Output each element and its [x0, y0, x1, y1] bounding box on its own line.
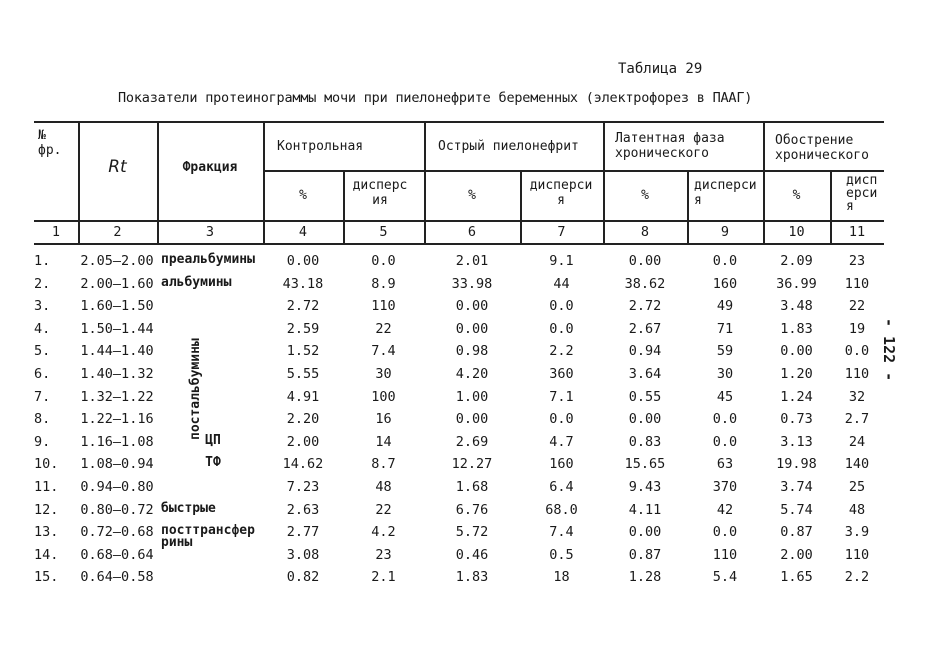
rt-range: 0.64–0.58 — [80, 569, 154, 586]
value-cell: 19.98 — [776, 456, 817, 473]
value-cell: 110 — [844, 366, 870, 382]
column-number: 6 — [467, 224, 477, 240]
rt-range: 0.72–0.68 — [80, 524, 154, 541]
value-cell: 0.0 — [549, 320, 574, 337]
value-cell: 0.98 — [455, 343, 489, 360]
value-cell: 1.52 — [286, 343, 320, 360]
rt-range: 1.08–0.94 — [80, 456, 154, 473]
header-pct-4: % — [792, 188, 801, 203]
value-cell: 12.27 — [451, 456, 493, 473]
fraction-number: 2. — [34, 275, 51, 292]
value-cell: 0.0 — [549, 411, 574, 428]
value-cell: 360 — [549, 366, 574, 382]
fraction-number: 5. — [34, 343, 51, 360]
value-cell: 22 — [375, 501, 392, 518]
value-cell: 8.7 — [371, 456, 396, 473]
value-cell: 3.08 — [286, 546, 320, 563]
value-cell: 44 — [553, 275, 570, 292]
value-cell: 4.2 — [371, 524, 396, 541]
fraction-number: 12. — [34, 501, 59, 518]
rt-range: 0.80–0.72 — [80, 501, 154, 518]
fraction-name: преальбумины — [161, 252, 255, 267]
value-cell: 2.7 — [844, 411, 870, 428]
value-cell: 22 — [848, 298, 866, 315]
fraction-number: 4. — [34, 320, 51, 337]
value-cell: 4.11 — [628, 501, 662, 518]
column-number: 9 — [720, 224, 730, 240]
column-number: 3 — [205, 224, 215, 240]
value-cell: 30 — [375, 366, 392, 382]
header-pct-1: % — [299, 188, 307, 203]
value-cell: 3.64 — [628, 366, 662, 382]
value-cell: 43.18 — [282, 275, 324, 292]
value-cell: 16 — [375, 411, 392, 428]
value-cell: 2.77 — [286, 524, 320, 541]
value-cell: 5.55 — [286, 366, 320, 382]
value-cell: 0.00 — [628, 411, 662, 428]
value-cell: 0.87 — [780, 524, 813, 541]
value-cell: 3.9 — [844, 524, 870, 541]
value-cell: 1.83 — [780, 320, 813, 337]
value-cell: 4.7 — [549, 433, 574, 450]
column-number: 4 — [298, 224, 308, 240]
header-pct-2: % — [468, 188, 476, 203]
value-cell: 0.00 — [286, 253, 320, 269]
column-number: 10 — [788, 224, 805, 240]
fraction-number: 7. — [34, 388, 51, 405]
rt-range: 1.60–1.50 — [80, 298, 154, 315]
value-cell: 0.0 — [712, 433, 738, 450]
value-cell: 0.0 — [549, 298, 574, 315]
value-cell: 4.20 — [455, 366, 489, 382]
value-cell: 23 — [375, 546, 392, 563]
value-cell: 63 — [716, 456, 734, 473]
fraction-number: 1. — [34, 253, 51, 269]
value-cell: 0.55 — [628, 388, 662, 405]
fraction-name: посттрансферрины — [161, 523, 255, 551]
value-cell: 48 — [375, 479, 392, 495]
column-number: 11 — [848, 224, 866, 240]
value-cell: 0.00 — [628, 524, 662, 541]
rt-range: 2.05–2.00 — [80, 253, 154, 269]
fraction-number: 8. — [34, 411, 51, 428]
column-number: 1 — [51, 224, 61, 240]
value-cell: 2.2 — [844, 569, 870, 586]
header-rt: Rt — [108, 157, 127, 177]
header-group-acute: Острый пиелонефрит — [438, 139, 579, 154]
value-cell: 0.82 — [286, 569, 320, 586]
value-cell: 1.83 — [455, 569, 489, 586]
value-cell: 42 — [716, 501, 734, 518]
rt-range: 1.44–1.40 — [80, 343, 154, 360]
value-cell: 110 — [371, 298, 396, 315]
value-cell: 3.74 — [780, 479, 813, 495]
value-cell: 2.00 — [286, 433, 320, 450]
value-cell: 9.43 — [628, 479, 662, 495]
value-cell: 68.0 — [545, 501, 578, 518]
value-cell: 0.0 — [371, 253, 396, 269]
header-pct-3: % — [641, 188, 649, 203]
value-cell: 370 — [712, 479, 738, 495]
value-cell: 100 — [371, 388, 396, 405]
header-group-latent: Латентная фаза хронического — [615, 131, 725, 161]
rt-range: 1.40–1.32 — [80, 366, 154, 382]
fraction-number: 15. — [34, 569, 59, 586]
value-cell: 59 — [716, 343, 734, 360]
fraction-name: альбумины — [161, 274, 232, 290]
value-cell: 23 — [848, 253, 866, 269]
table-title: Показатели протеинограммы мочи при пиелонефрите беременных (электрофорез в ПААГ) — [118, 90, 753, 106]
value-cell: 5.72 — [455, 524, 489, 541]
value-cell: 49 — [716, 298, 734, 315]
value-cell: 0.00 — [628, 253, 662, 269]
fraction-name: быстрые — [161, 500, 216, 516]
value-cell: 0.87 — [628, 546, 662, 563]
rt-range: 0.94–0.80 — [80, 479, 154, 495]
value-cell: 110 — [844, 275, 870, 292]
table-label: Таблица 29 — [618, 61, 703, 77]
value-cell: 45 — [716, 388, 734, 405]
fraction-number: 9. — [34, 433, 51, 450]
value-cell: 30 — [716, 366, 734, 382]
value-cell: 0.0 — [712, 411, 738, 428]
column-number: 7 — [557, 224, 566, 240]
header-disp-1: дисперсия — [352, 178, 408, 208]
value-cell: 5.74 — [780, 501, 813, 518]
value-cell: 6.76 — [455, 501, 489, 518]
value-cell: 2.20 — [286, 411, 320, 428]
value-cell: 0.00 — [455, 298, 489, 315]
value-cell: 18 — [553, 569, 570, 586]
value-cell: 9.1 — [549, 253, 574, 269]
value-cell: 0.83 — [628, 433, 662, 450]
rt-range: 1.22–1.16 — [80, 411, 154, 428]
value-cell: 0.0 — [844, 343, 870, 360]
value-cell: 0.0 — [712, 524, 738, 541]
value-cell: 0.00 — [455, 320, 489, 337]
value-cell: 1.65 — [780, 569, 813, 586]
fraction-number: 13. — [34, 524, 59, 541]
header-disp-3: дисперсия — [694, 178, 757, 208]
value-cell: 8.9 — [371, 275, 396, 292]
value-cell: 24 — [848, 433, 866, 450]
value-cell: 2.00 — [780, 546, 813, 563]
fraction-number: 6. — [34, 366, 51, 382]
value-cell: 0.73 — [780, 411, 813, 428]
value-cell: 22 — [375, 320, 392, 337]
value-cell: 4.91 — [286, 388, 320, 405]
header-group-control: Контрольная — [277, 139, 364, 154]
rt-range: 1.50–1.44 — [80, 320, 154, 337]
value-cell: 2.2 — [549, 343, 574, 360]
value-cell: 0.46 — [455, 546, 489, 563]
value-cell: 2.09 — [780, 253, 813, 269]
header-disp-4: дисперсия — [846, 173, 878, 214]
value-cell: 5.4 — [712, 569, 738, 586]
rt-range: 0.68–0.64 — [80, 546, 154, 563]
value-cell: 2.1 — [371, 569, 396, 586]
rt-range: 2.00–1.60 — [80, 275, 154, 292]
value-cell: 7.4 — [549, 524, 574, 541]
value-cell: 1.00 — [455, 388, 489, 405]
header-disp-2: дисперсия — [529, 178, 593, 208]
value-cell: 160 — [712, 275, 738, 292]
page-number: - 122 - — [880, 318, 898, 382]
value-cell: 160 — [549, 456, 574, 473]
value-cell: 48 — [848, 501, 866, 518]
value-cell: 110 — [844, 546, 870, 563]
value-cell: 0.0 — [712, 253, 738, 269]
value-cell: 140 — [844, 456, 870, 473]
value-cell: 71 — [716, 320, 734, 337]
value-cell: 6.4 — [549, 479, 574, 495]
value-cell: 2.59 — [286, 320, 320, 337]
rt-range: 1.16–1.08 — [80, 433, 154, 450]
value-cell: 36.99 — [776, 275, 817, 292]
value-cell: 14 — [375, 433, 392, 450]
value-cell: 2.63 — [286, 501, 320, 518]
value-cell: 1.24 — [780, 388, 813, 405]
column-number: 2 — [113, 224, 122, 240]
value-cell: 25 — [848, 479, 866, 495]
value-cell: 1.68 — [455, 479, 489, 495]
value-cell: 2.72 — [628, 298, 662, 315]
value-cell: 2.01 — [455, 253, 489, 269]
value-cell: 3.48 — [780, 298, 813, 315]
fraction-name: ТФ — [205, 455, 221, 471]
header-group-exacerbation: Обострение хронического — [775, 133, 869, 163]
value-cell: 0.5 — [549, 546, 574, 563]
fraction-number: 3. — [34, 298, 51, 315]
column-number: 5 — [379, 224, 388, 240]
header-fraction: Фракция — [182, 160, 238, 175]
value-cell: 7.23 — [286, 479, 320, 495]
value-cell: 7.1 — [549, 388, 574, 405]
value-cell: 2.72 — [286, 298, 320, 315]
postalbumin-group-label: постальбумины — [188, 338, 203, 440]
value-cell: 7.4 — [371, 343, 396, 360]
fraction-number: 14. — [34, 546, 59, 563]
value-cell: 14.62 — [282, 456, 324, 473]
value-cell: 33.98 — [451, 275, 493, 292]
value-cell: 38.62 — [624, 275, 666, 292]
value-cell: 110 — [712, 546, 738, 563]
header-no: № фр. — [38, 128, 62, 158]
column-number: 8 — [640, 224, 650, 240]
value-cell: 19 — [848, 320, 866, 337]
rt-range: 1.32–1.22 — [80, 388, 154, 405]
value-cell: 0.00 — [455, 411, 489, 428]
value-cell: 0.00 — [780, 343, 813, 360]
fraction-number: 11. — [34, 479, 59, 495]
value-cell: 0.94 — [628, 343, 662, 360]
value-cell: 1.28 — [628, 569, 662, 586]
value-cell: 3.13 — [780, 433, 813, 450]
value-cell: 32 — [848, 388, 866, 405]
value-cell: 2.67 — [628, 320, 662, 337]
value-cell: 15.65 — [624, 456, 666, 473]
value-cell: 2.69 — [455, 433, 489, 450]
value-cell: 1.20 — [780, 366, 813, 382]
fraction-name: ЦП — [205, 432, 221, 448]
fraction-number: 10. — [34, 456, 59, 473]
